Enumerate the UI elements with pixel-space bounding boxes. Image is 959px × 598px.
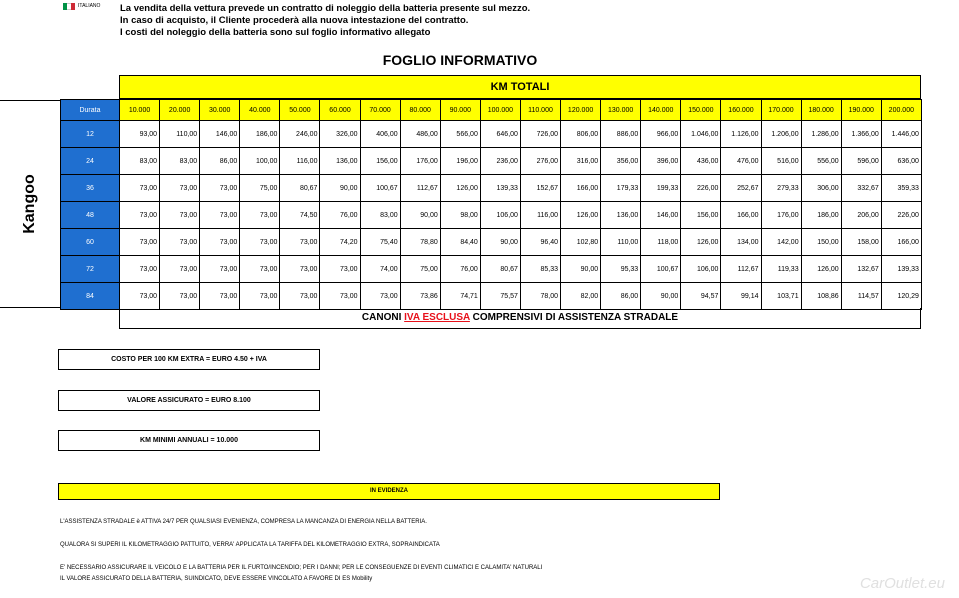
durata-cell: 12 [61,121,120,148]
price-cell: 279,33 [761,175,801,202]
km-column-header: 50.000 [280,100,320,121]
price-cell: 134,00 [721,229,761,256]
watermark-logo: CarOutlet.eu [859,575,945,592]
km-column-header: 80.000 [400,100,440,121]
italian-flag-icon [63,3,75,10]
price-cell: 166,00 [881,229,921,256]
table-row [61,148,922,175]
price-cell: 139,33 [480,175,520,202]
intro-line: La vendita della vettura prevede un contratto di noleggio della batteria presente sul mezzo. [120,3,531,14]
price-cell: 73,00 [120,202,160,229]
km-column-header: 200.000 [881,100,921,121]
price-cell: 246,00 [280,121,320,148]
price-cell: 120,29 [881,283,921,310]
price-cell: 316,00 [561,148,601,175]
rental-price-table [60,99,922,310]
price-cell: 156,00 [360,148,400,175]
canoni-post: COMPRENSIVI DI ASSISTENZA STRADALE [469,312,679,323]
price-cell: 90,00 [480,229,520,256]
km-column-header: 100.000 [480,100,520,121]
price-cell: 126,00 [801,256,841,283]
table-row [61,175,922,202]
language-label[interactable]: ITALIANO [78,3,101,9]
price-cell: 106,00 [681,256,721,283]
price-cell: 332,67 [841,175,881,202]
price-cell: 73,00 [120,175,160,202]
price-cell: 116,00 [520,202,560,229]
price-cell: 116,00 [280,148,320,175]
price-cell: 85,33 [520,256,560,283]
price-cell: 99,14 [721,283,761,310]
price-cell: 176,00 [761,202,801,229]
price-cell: 206,00 [841,202,881,229]
price-cell: 146,00 [200,121,240,148]
price-cell: 74,50 [280,202,320,229]
price-cell: 146,00 [641,202,681,229]
price-cell: 396,00 [641,148,681,175]
price-cell: 84,40 [440,229,480,256]
price-cell: 126,00 [681,229,721,256]
table-row [61,256,922,283]
km-column-header: 40.000 [240,100,280,121]
km-column-header: 30.000 [200,100,240,121]
table-row [61,229,922,256]
price-cell: 166,00 [721,202,761,229]
km-column-header: 150.000 [681,100,721,121]
price-cell: 80,67 [280,175,320,202]
km-column-header: 180.000 [801,100,841,121]
price-cell: 76,00 [440,256,480,283]
price-cell: 73,00 [120,256,160,283]
price-cell: 90,00 [320,175,360,202]
price-cell: 73,00 [120,283,160,310]
page-title: FOGLIO INFORMATIVO [382,52,538,68]
price-cell: 486,00 [400,121,440,148]
price-cell: 436,00 [681,148,721,175]
km-column-header: 70.000 [360,100,400,121]
price-cell: 636,00 [881,148,921,175]
price-cell: 646,00 [480,121,520,148]
price-cell: 356,00 [601,148,641,175]
price-cell: 516,00 [761,148,801,175]
km-column-header: 190.000 [841,100,881,121]
price-cell: 73,00 [360,283,400,310]
model-label: Kangoo [21,174,38,234]
note-insured-value: IL VALORE ASSICURATO DELLA BATTERIA, SUINDICATO, DEVE ESSERE VINCOLATO A FAVORE DI ES Mobility [60,576,373,582]
price-cell: 306,00 [801,175,841,202]
note-assistance: L'ASSISTENZA STRADALE è ATTIVA 24/7 PER QUALSIASI EVENIENZA, COMPRESA LA MANCANZA DI ENERGIA NELLA BATTERIA. [60,519,427,525]
price-cell: 73,00 [200,256,240,283]
price-cell: 73,00 [280,283,320,310]
price-cell: 1.366,00 [841,121,881,148]
insured-value-box: VALORE ASSICURATO = EURO 8.100 [58,390,320,411]
intro-text [120,3,530,39]
price-cell: 226,00 [881,202,921,229]
km-column-header: 130.000 [601,100,641,121]
table-row [61,202,922,229]
price-cell: 90,00 [561,256,601,283]
price-cell: 359,33 [881,175,921,202]
km-column-header: 20.000 [160,100,200,121]
price-cell: 186,00 [240,121,280,148]
price-cell: 136,00 [320,148,360,175]
table-row [61,121,922,148]
price-cell: 132,67 [841,256,881,283]
price-cell: 150,00 [801,229,841,256]
price-cell: 73,00 [200,229,240,256]
price-cell: 86,00 [601,283,641,310]
price-cell: 199,33 [641,175,681,202]
price-cell: 476,00 [721,148,761,175]
price-cell: 75,00 [240,175,280,202]
min-annual-km-box: KM MINIMI ANNUALI = 10.000 [58,430,320,451]
price-cell: 83,00 [120,148,160,175]
price-cell: 78,80 [400,229,440,256]
price-cell: 73,00 [160,202,200,229]
price-cell: 74,71 [440,283,480,310]
price-cell: 90,00 [641,283,681,310]
price-cell: 100,00 [240,148,280,175]
durata-cell: 36 [61,175,120,202]
price-cell: 806,00 [561,121,601,148]
price-cell: 156,00 [681,202,721,229]
price-cell: 186,00 [801,202,841,229]
durata-cell: 24 [61,148,120,175]
intro-line: In caso di acquisto, il Cliente procederà alla nuova intestazione del contratto. [120,15,469,26]
note-extra-km: QUALORA SI SUPERI IL KILOMETRAGGIO PATTUITO, VERRA' APPLICATA LA TARIFFA DEL KILOMETRAGGIO EXTRA, SOPRAINDICATA [60,542,440,548]
price-cell: 179,33 [601,175,641,202]
price-cell: 1.206,00 [761,121,801,148]
price-cell: 100,67 [360,175,400,202]
price-cell: 110,00 [601,229,641,256]
price-cell: 96,40 [520,229,560,256]
price-cell: 73,00 [280,256,320,283]
price-cell: 73,00 [240,256,280,283]
km-column-header: 10.000 [120,100,160,121]
extra-km-cost-box: COSTO PER 100 KM EXTRA = EURO 4.50 + IVA [58,349,320,370]
note-insurance: E' NECESSARIO ASSICURARE IL VEICOLO E LA BATTERIA PER IL FURTO/INCENDIO; PER I DANNI; PER LE CONSEGUENZE DI EVENTI CLIMATICI E CALAMITA' NATURALI [60,565,543,571]
price-cell: 75,00 [400,256,440,283]
price-cell: 118,00 [641,229,681,256]
price-cell: 966,00 [641,121,681,148]
km-column-header: 120.000 [561,100,601,121]
price-cell: 93,00 [120,121,160,148]
price-cell: 236,00 [480,148,520,175]
durata-cell: 84 [61,283,120,310]
price-cell: 80,67 [480,256,520,283]
price-cell: 158,00 [841,229,881,256]
table-header-row [61,100,922,121]
price-cell: 1.046,00 [681,121,721,148]
price-cell: 176,00 [400,148,440,175]
price-cell: 126,00 [561,202,601,229]
price-cell: 406,00 [360,121,400,148]
price-cell: 76,00 [320,202,360,229]
price-cell: 73,00 [240,283,280,310]
price-cell: 74,20 [320,229,360,256]
price-cell: 886,00 [601,121,641,148]
price-cell: 112,67 [721,256,761,283]
price-cell: 106,00 [480,202,520,229]
price-cell: 114,57 [841,283,881,310]
price-cell: 596,00 [841,148,881,175]
price-cell: 73,00 [240,202,280,229]
price-cell: 100,67 [641,256,681,283]
price-cell: 83,00 [360,202,400,229]
price-cell: 152,67 [520,175,560,202]
canoni-pre: CANONI [361,312,405,323]
price-cell: 1.286,00 [801,121,841,148]
table-body [61,121,922,310]
price-cell: 252,67 [721,175,761,202]
price-cell: 73,00 [160,175,200,202]
price-cell: 73,00 [200,283,240,310]
price-cell: 94,57 [681,283,721,310]
price-cell: 75,57 [480,283,520,310]
price-cell: 566,00 [440,121,480,148]
price-cell: 73,00 [320,256,360,283]
price-cell: 1.126,00 [721,121,761,148]
price-cell: 73,00 [160,229,200,256]
price-cell: 73,00 [160,283,200,310]
price-cell: 95,33 [601,256,641,283]
table-row [61,283,922,310]
price-cell: 73,00 [200,202,240,229]
in-evidenza-banner: IN EVIDENZA [58,483,720,500]
price-cell: 136,00 [601,202,641,229]
durata-header: Durata [61,100,120,121]
price-cell: 73,00 [200,175,240,202]
price-cell: 1.446,00 [881,121,921,148]
price-cell: 86,00 [200,148,240,175]
price-cell: 112,67 [400,175,440,202]
price-cell: 142,00 [761,229,801,256]
durata-cell: 60 [61,229,120,256]
price-cell: 73,00 [160,256,200,283]
price-cell: 74,00 [360,256,400,283]
price-cell: 82,00 [561,283,601,310]
iva-esclusa-label: IVA ESCLUSA [404,312,470,323]
price-cell: 726,00 [520,121,560,148]
price-cell: 166,00 [561,175,601,202]
durata-cell: 72 [61,256,120,283]
price-cell: 75,40 [360,229,400,256]
price-cell: 78,00 [520,283,560,310]
price-cell: 98,00 [440,202,480,229]
km-column-header: 90.000 [440,100,480,121]
price-cell: 73,86 [400,283,440,310]
km-column-header: 160.000 [721,100,761,121]
price-cell: 139,33 [881,256,921,283]
price-cell: 73,00 [280,229,320,256]
price-cell: 276,00 [520,148,560,175]
price-cell: 326,00 [320,121,360,148]
price-cell: 226,00 [681,175,721,202]
km-totali-header: KM TOTALI [119,75,921,99]
price-cell: 119,33 [761,256,801,283]
intro-line: I costi del noleggio della batteria sono sul foglio informativo allegato [120,27,431,38]
durata-cell: 48 [61,202,120,229]
km-column-header: 140.000 [641,100,681,121]
price-cell: 196,00 [440,148,480,175]
price-cell: 110,00 [160,121,200,148]
km-column-header: 110.000 [520,100,560,121]
price-cell: 102,80 [561,229,601,256]
price-cell: 90,00 [400,202,440,229]
canoni-note [119,308,921,329]
km-column-header: 170.000 [761,100,801,121]
price-cell: 556,00 [801,148,841,175]
price-cell: 103,71 [761,283,801,310]
price-cell: 73,00 [320,283,360,310]
price-cell: 83,00 [160,148,200,175]
price-cell: 73,00 [120,229,160,256]
price-cell: 126,00 [440,175,480,202]
price-cell: 73,00 [240,229,280,256]
price-cell: 108,86 [801,283,841,310]
km-column-header: 60.000 [320,100,360,121]
